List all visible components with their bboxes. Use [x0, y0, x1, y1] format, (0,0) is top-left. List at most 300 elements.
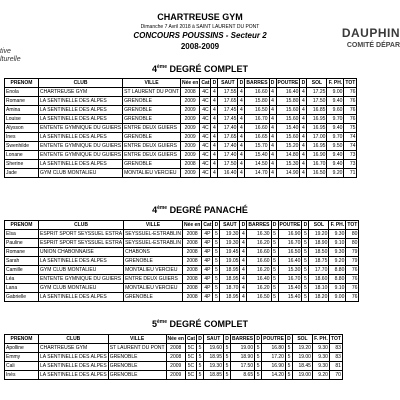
table-cell: 16.40 — [276, 88, 300, 97]
table-cell: 4 — [211, 151, 218, 160]
logo-right-line1: DAUPHIN — [341, 26, 400, 40]
table-cell: 4 — [211, 88, 218, 97]
table-cell: 4C — [200, 169, 211, 178]
table-cell: SEYSSUEL-ESTRABLIN — [125, 231, 181, 237]
table-cell: Romane — [5, 97, 39, 106]
table-cell: 4 — [240, 257, 247, 266]
table-cell: 2008 — [166, 344, 185, 353]
table-cell: 4 — [269, 124, 276, 133]
table-cell: 16.90 — [262, 362, 286, 371]
table-cell: 5C — [185, 353, 196, 362]
table-cell: ENTRE DEUX GUIERS — [123, 124, 181, 133]
table-cell: 4 — [269, 160, 276, 169]
table-cell: 4P — [202, 239, 213, 248]
table-row — [5, 362, 343, 371]
table-cell: 8.80 — [329, 275, 346, 284]
column-header: Cat — [201, 80, 210, 86]
table-cell: 17.65 — [218, 133, 238, 142]
column-header: VILLE — [123, 79, 181, 88]
table-cell: 16.20 — [247, 266, 271, 275]
table-cell: ENTENTE GYMNIQUE DU GUIERS — [40, 125, 122, 131]
table-cell: 5 — [302, 266, 309, 275]
table-row — [5, 353, 343, 362]
table-cell: 4 — [240, 230, 247, 239]
table-cell: LA SENTINELLE DES ALPES — [40, 363, 107, 369]
table-cell: 15.80 — [245, 97, 269, 106]
table-cell: 17.40 — [218, 142, 238, 151]
table-cell: 5 — [213, 293, 220, 302]
table-cell: 16.30 — [247, 230, 271, 239]
table-cell: 15.40 — [278, 284, 302, 293]
section-title-text: DEGRÉ COMPLET — [167, 319, 249, 329]
column-header: D — [272, 222, 277, 228]
table-cell: 5 — [197, 371, 204, 380]
column-header: CLUB — [39, 335, 109, 344]
table-cell: 4 — [269, 142, 276, 151]
table-cell: 5C — [185, 371, 196, 380]
table-cell: 4C — [200, 151, 211, 160]
table-row — [5, 142, 357, 151]
table-cell: 4C — [200, 133, 211, 142]
table-cell: 18.90 — [231, 353, 255, 362]
table-cell: 19.00 — [292, 353, 312, 362]
results-table — [4, 78, 357, 178]
table-cell: 76 — [344, 97, 357, 106]
table-cell: 8.80 — [329, 266, 346, 275]
table-cell: GRENOBLE — [108, 371, 166, 380]
table-row — [5, 133, 357, 142]
table-cell: GRENOBLE — [123, 160, 181, 169]
table-cell: 5 — [302, 293, 309, 302]
table-cell: 4 — [269, 169, 276, 178]
table-cell: 2008 — [180, 160, 199, 169]
table-cell: 4 — [211, 115, 218, 124]
table-cell: 5 — [255, 353, 262, 362]
column-header: PRENOM — [5, 335, 39, 344]
table-cell: 16.70 — [278, 239, 302, 248]
table-row — [5, 160, 357, 169]
table-cell: 5 — [285, 362, 292, 371]
column-header: D — [212, 80, 217, 86]
table-cell: 4 — [300, 151, 307, 160]
table-cell: 4 — [211, 169, 218, 178]
table-cell: LA SENTINELLE DES ALPES — [39, 106, 123, 115]
table-cell: 16.50 — [247, 293, 271, 302]
table-cell: 16.95 — [307, 115, 327, 124]
table-cell: 5 — [285, 344, 292, 353]
table-cell: 4C — [200, 97, 211, 106]
table-cell: 4 — [300, 142, 307, 151]
table-row — [5, 230, 359, 239]
table-cell: 4 — [240, 275, 247, 284]
table-cell: 15.40 — [245, 151, 269, 160]
table-cell: 2009 — [180, 169, 199, 178]
table-cell: Emmy — [5, 353, 39, 362]
table-cell: 5 — [271, 266, 278, 275]
table-cell: 8.65 — [231, 371, 255, 380]
table-cell: 76 — [344, 88, 357, 97]
table-cell: 80 — [346, 230, 359, 239]
table-cell: CHARTREUSE GYM — [39, 88, 123, 97]
table-cell: 4 — [300, 124, 307, 133]
table-cell: 4 — [238, 133, 245, 142]
table-cell: ST LAURENT DU PONT — [124, 89, 179, 95]
table-cell: 18.50 — [309, 248, 329, 257]
partner-logo-left — [0, 48, 42, 64]
table-cell: Jade — [5, 169, 39, 178]
table-cell: 5 — [271, 257, 278, 266]
table-cell: 4C — [200, 115, 211, 124]
table-cell: ENTRE DEUX GUIERS — [124, 275, 183, 284]
table-cell: 15.60 — [276, 133, 300, 142]
column-header: TOT — [331, 336, 341, 342]
table-cell: 19.30 — [204, 362, 224, 371]
table-cell: 4P — [202, 293, 213, 302]
table-cell: 19.30 — [220, 239, 240, 248]
table-cell: 16.70 — [307, 160, 327, 169]
table-cell: 5 — [271, 248, 278, 257]
table-cell: 2009 — [180, 142, 199, 151]
table-cell: 17.65 — [218, 97, 238, 106]
table-cell: GYM CLUB MONTALIEU — [39, 266, 124, 275]
table-cell: 4 — [238, 124, 245, 133]
table-cell: LA SENTINELLE DES ALPES — [39, 160, 123, 169]
table-cell: GYM CLUB MONTALIEU — [39, 284, 124, 293]
table-row — [5, 124, 357, 133]
table-cell: 2009 — [180, 133, 199, 142]
table-cell: ENTRE DEUX GUIERS — [123, 142, 181, 151]
table-cell: 4 — [240, 284, 247, 293]
table-cell: 76 — [346, 275, 359, 284]
table-cell: 76 — [346, 284, 359, 293]
table-cell: 5 — [197, 344, 204, 353]
table-cell: 5 — [302, 284, 309, 293]
table-cell: 4C — [200, 106, 211, 115]
table-row — [5, 293, 359, 302]
table-cell: 15.60 — [276, 115, 300, 124]
table-cell: 19.30 — [220, 230, 240, 239]
table-cell: 2008 — [182, 275, 201, 284]
column-header: F. PH. — [328, 80, 343, 86]
table-cell: GRENOBLE — [124, 257, 183, 266]
table-row — [5, 239, 359, 248]
table-cell: 18.75 — [309, 257, 329, 266]
table-cell: 9.40 — [327, 97, 344, 106]
table-cell: 5 — [213, 266, 220, 275]
table-cell: 16.60 — [245, 124, 269, 133]
table-cell: Sarah — [5, 257, 39, 266]
table-cell: 18.70 — [220, 284, 240, 293]
column-header: SOL — [307, 79, 327, 88]
results-table — [4, 334, 343, 380]
table-cell: 2008 — [182, 230, 201, 239]
table-cell: 9.20 — [312, 371, 329, 380]
table-cell: 9.20 — [329, 257, 346, 266]
column-header: SAUT — [218, 79, 238, 88]
table-cell: Gabrielle — [5, 293, 39, 302]
table-cell: 4 — [238, 151, 245, 160]
table-row — [5, 248, 359, 257]
column-header: D — [214, 222, 219, 228]
table-cell: 16.50 — [278, 248, 302, 257]
table-cell: GRENOBLE — [123, 97, 181, 106]
table-row — [5, 257, 359, 266]
table-cell: 5 — [302, 257, 309, 266]
table-cell: 4 — [240, 239, 247, 248]
table-cell: 18.95 — [220, 266, 240, 275]
column-header: POUTRE — [263, 336, 284, 342]
table-cell: GRENOBLE — [123, 133, 181, 142]
table-cell: 70 — [329, 371, 342, 380]
column-header: SAUT — [204, 335, 224, 344]
table-cell: 15.60 — [276, 106, 300, 115]
table-row — [5, 151, 357, 160]
table-cell: 17.25 — [307, 88, 327, 97]
table-cell: Lana — [5, 284, 39, 293]
column-header: POUTRE — [277, 80, 299, 86]
table-cell: 5 — [271, 284, 278, 293]
table-cell: UNION CHABONNAISE — [39, 248, 124, 257]
section-title-text: DEGRÉ COMPLET — [167, 64, 249, 74]
table-cell: 9.70 — [327, 115, 344, 124]
table-cell: 19.20 — [292, 344, 312, 353]
table-cell: 83 — [329, 353, 342, 362]
table-cell: 4 — [211, 133, 218, 142]
table-cell: 5 — [271, 293, 278, 302]
table-cell: ESPRIT SPORT SEYSSUEL ESTRA — [40, 240, 123, 246]
table-cell: Cali — [5, 362, 39, 371]
table-cell: 4 — [300, 115, 307, 124]
column-header: D — [241, 222, 246, 228]
table-cell: 16.80 — [262, 344, 286, 353]
column-header: TOT — [347, 222, 358, 228]
section-title — [0, 205, 400, 215]
table-cell: Lonane — [5, 151, 39, 160]
table-cell: 4 — [211, 124, 218, 133]
table-cell: 16.60 — [245, 88, 269, 97]
table-cell: 79 — [346, 257, 359, 266]
table-cell: LA SENTINELLE DES ALPES — [39, 257, 124, 266]
column-header: Cat — [186, 336, 195, 342]
table-cell: 2009 — [180, 151, 199, 160]
table-cell: 76 — [346, 266, 359, 275]
table-cell: LA SENTINELLE DES ALPES — [39, 115, 123, 124]
table-cell: 4 — [269, 88, 276, 97]
column-header: D — [301, 80, 306, 86]
column-header: TOT — [345, 80, 356, 86]
table-cell: 4C — [200, 88, 211, 97]
table-row — [5, 97, 357, 106]
season: 2008-2009 — [180, 42, 220, 51]
column-header: D — [225, 336, 229, 342]
table-cell: 71 — [344, 169, 357, 178]
table-cell: 79 — [346, 248, 359, 257]
table-cell: 14.50 — [245, 160, 269, 169]
column-header: VILLE — [124, 221, 183, 230]
table-cell: 4C — [200, 142, 211, 151]
competition-title: CONCOURS POUSSINS - Secteur 2 — [133, 31, 267, 40]
table-cell: 16.50 — [245, 106, 269, 115]
table-cell: Enola — [5, 88, 39, 97]
table-cell: 4 — [269, 151, 276, 160]
table-row — [5, 284, 359, 293]
table-cell: 17.70 — [309, 266, 329, 275]
table-cell: 17.50 — [218, 160, 238, 169]
table-cell: 18.95 — [220, 293, 240, 302]
table-cell: ENTENTE GYMNIQUE DU GUIERS — [39, 275, 124, 284]
column-header: SOL — [292, 335, 312, 344]
table-cell: 15.40 — [278, 293, 302, 302]
column-header: Née en — [183, 222, 201, 228]
column-header: Cat — [203, 222, 212, 228]
table-cell: Alysson — [5, 124, 39, 133]
table-cell: 19.00 — [292, 371, 312, 380]
table-cell: LA SENTINELLE DES ALPES — [39, 133, 123, 142]
column-header: PRENOM — [5, 221, 39, 230]
table-cell: Romane — [5, 248, 39, 257]
table-cell: SEYSSUEL-ESTRABLIN — [125, 240, 181, 246]
table-cell: 15.30 — [276, 160, 300, 169]
section-title — [0, 64, 400, 74]
table-cell: LA SENTINELLE DES ALPES — [40, 354, 107, 360]
table-cell: 16.65 — [245, 133, 269, 142]
table-cell: 5 — [302, 275, 309, 284]
table-cell: 4 — [238, 169, 245, 178]
table-cell: Amina — [5, 106, 39, 115]
table-cell: 74 — [344, 133, 357, 142]
table-cell: 4P — [202, 275, 213, 284]
table-cell: 5 — [213, 284, 220, 293]
table-cell: 9.40 — [327, 124, 344, 133]
table-cell: Louise — [5, 115, 39, 124]
table-cell: 4 — [238, 115, 245, 124]
table-cell: 5 — [302, 230, 309, 239]
column-header: Née en — [167, 336, 184, 342]
table-cell: MONTALIEU VERCIEU — [124, 284, 183, 293]
table-cell: 81 — [329, 362, 342, 371]
table-cell: 15.70 — [245, 142, 269, 151]
table-cell: 4 — [238, 106, 245, 115]
table-cell: Pauline — [5, 239, 39, 248]
table-cell: 15.40 — [276, 124, 300, 133]
table-cell: CHARTREUSE GYM — [39, 344, 109, 353]
table-cell: 15.20 — [276, 142, 300, 151]
table-cell: 4 — [300, 106, 307, 115]
table-cell: 4P — [202, 266, 213, 275]
section-title-number: 4 — [151, 64, 157, 74]
table-cell: 19.00 — [231, 344, 255, 353]
table-cell: 16.90 — [307, 151, 327, 160]
table-cell: 2008 — [182, 248, 201, 257]
table-cell: 9.30 — [329, 248, 346, 257]
table-cell: 2009 — [166, 362, 185, 371]
table-row — [5, 106, 357, 115]
table-cell: LA SENTINELLE DES ALPES — [39, 97, 123, 106]
table-cell: 16.40 — [278, 257, 302, 266]
table-cell: 19.45 — [220, 248, 240, 257]
table-cell: 17.55 — [218, 88, 238, 97]
table-cell: ENTENTE GYMNIQUE DU GUIERS — [40, 152, 122, 158]
event-date: Dimanche 7 Avril 2018 à SAINT LAURENT DU PONT — [140, 24, 260, 30]
table-cell: 5 — [255, 344, 262, 353]
table-cell: 16.85 — [307, 106, 327, 115]
column-header: SAUT — [220, 221, 240, 230]
column-header: VILLE — [108, 335, 166, 344]
table-cell: 2008 — [182, 239, 201, 248]
table-cell: 5 — [224, 353, 231, 362]
table-cell: 76 — [346, 293, 359, 302]
table-cell: 4P — [202, 248, 213, 257]
section-title-suffix: ème — [157, 205, 168, 211]
table-cell: 74 — [344, 142, 357, 151]
table-cell: 16.90 — [278, 230, 302, 239]
table-cell: 9.60 — [327, 106, 344, 115]
table-cell: 19.60 — [204, 344, 224, 353]
table-cell: 4 — [211, 142, 218, 151]
table-cell: 5 — [271, 275, 278, 284]
table-header-row — [5, 79, 357, 88]
table-cell: 5 — [213, 257, 220, 266]
logo-left-line2: lturelle — [0, 56, 21, 63]
table-cell: 4 — [300, 169, 307, 178]
table-cell: LA SENTINELLE DES ALPES — [40, 372, 107, 378]
table-cell: 4 — [238, 142, 245, 151]
table-row — [5, 344, 343, 353]
table-cell: 16.60 — [247, 257, 271, 266]
table-cell: Elsa — [5, 230, 39, 239]
table-cell: 4P — [202, 230, 213, 239]
table-cell: Sherine — [5, 160, 39, 169]
table-cell: ENTRE DEUX GUIERS — [123, 151, 181, 160]
column-header: D — [198, 336, 202, 342]
table-cell: MONTALIEU VERCIEU — [124, 266, 183, 275]
table-cell: 14.70 — [245, 169, 269, 178]
table-cell: 4 — [238, 160, 245, 169]
table-cell: 16.40 — [218, 169, 238, 178]
table-cell: 19.05 — [220, 257, 240, 266]
table-cell: 5 — [213, 248, 220, 257]
section-title-suffix: ème — [156, 64, 167, 70]
table-row — [5, 275, 359, 284]
table-cell: ENTENTE GYMNIQUE DU GUIERS — [40, 143, 122, 149]
table-cell: 9.20 — [327, 169, 344, 178]
table-cell: 14.80 — [276, 151, 300, 160]
column-header: Née en — [181, 80, 199, 86]
table-row — [5, 371, 343, 380]
table-row — [5, 266, 359, 275]
table-cell: 17.45 — [218, 115, 238, 124]
table-cell: 14.20 — [262, 371, 286, 380]
table-cell: 2008 — [182, 257, 201, 266]
table-cell: 18.95 — [204, 353, 224, 362]
table-cell: 9.40 — [327, 151, 344, 160]
table-cell: 18.95 — [220, 275, 240, 284]
table-cell: Léa — [5, 275, 39, 284]
table-cell: 4 — [269, 106, 276, 115]
table-cell: GRENOBLE — [108, 353, 166, 362]
table-cell: 17.45 — [218, 106, 238, 115]
table-cell: 5 — [224, 362, 231, 371]
table-cell: 15.80 — [276, 97, 300, 106]
table-cell: 4 — [300, 88, 307, 97]
logo-left-line1: tive — [0, 48, 11, 55]
column-header: CLUB — [39, 221, 124, 230]
table-cell: 9.30 — [312, 344, 329, 353]
table-cell: 4 — [211, 160, 218, 169]
table-cell: 2009 — [166, 371, 185, 380]
table-cell: 18.20 — [309, 293, 329, 302]
section-title-number: 5 — [151, 319, 157, 329]
